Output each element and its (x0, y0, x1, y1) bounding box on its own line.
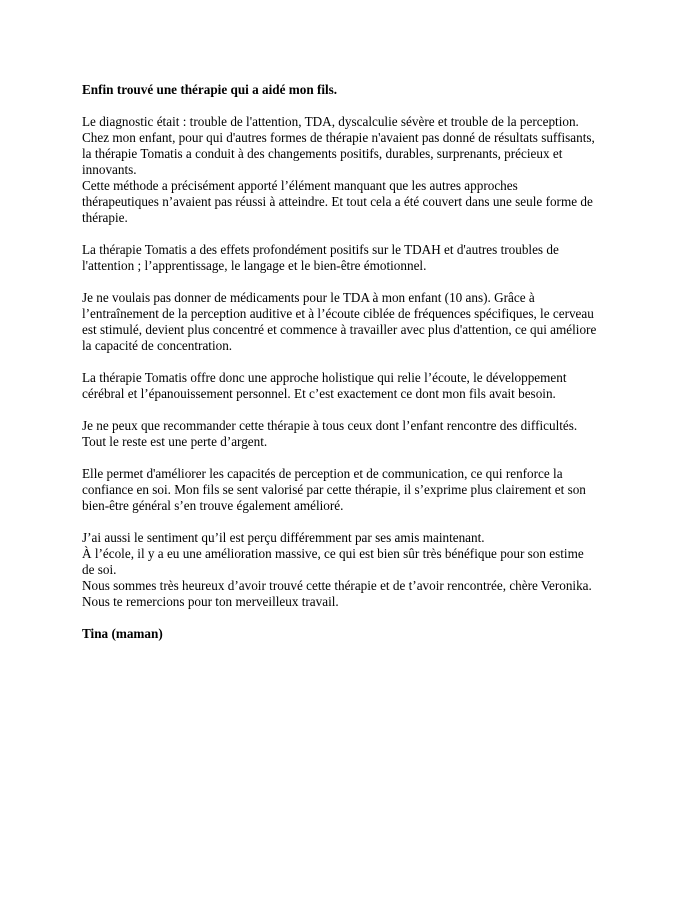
text-line: de soi. (82, 562, 117, 577)
text-line: l’entraînement de la perception auditive et à l’écoute ciblée de fréquences spécifiques, le cerveau (82, 306, 594, 321)
document-title: Enfin trouvé une thérapie qui a aidé mon fils. (82, 82, 338, 97)
text-line: la thérapie Tomatis a conduit à des changements positifs, durables, surprenants, précieux et (82, 146, 563, 161)
text-line: bien-être général s’en trouve également amélioré. (82, 498, 344, 513)
text-line: thérapie. (82, 210, 128, 225)
text-line: Nous te remercions pour ton merveilleux travail. (82, 594, 339, 609)
text-line: innovants. (82, 162, 137, 177)
text-line: Elle permet d'améliorer les capacités de perception et de communication, ce qui renforce la (82, 466, 563, 481)
paragraph (82, 466, 622, 514)
text-line: Nous sommes très heureux d’avoir trouvé cette thérapie et de t’avoir rencontrée, chère Veronika. (82, 578, 592, 593)
text-line: J’ai aussi le sentiment qu’il est perçu différemment par ses amis maintenant. (82, 530, 485, 545)
text-line: cérébral et l’épanouissement personnel. Et c’est exactement ce dont mon fils avait besoin. (82, 386, 556, 401)
text-line: l'attention ; l’apprentissage, le langage et le bien-être émotionnel. (82, 258, 427, 273)
paragraph (82, 370, 622, 402)
paragraph-container (82, 114, 622, 610)
text-line: La thérapie Tomatis offre donc une approche holistique qui relie l’écoute, le développement (82, 370, 567, 385)
text-line: Le diagnostic était : trouble de l'attention, TDA, dyscalculie sévère et trouble de la perception. (82, 114, 579, 129)
text-line: est stimulé, devient plus concentré et commence à travailler avec plus d'attention, ce qui améliore (82, 322, 597, 337)
paragraph (82, 418, 622, 450)
text-line: À l’école, il y a eu une amélioration massive, ce qui est bien sûr très bénéfique pour son estime (82, 546, 584, 561)
text-line: La thérapie Tomatis a des effets profondément positifs sur le TDAH et d'autres troubles de (82, 242, 559, 257)
text-line: confiance en soi. Mon fils se sent valorisé par cette thérapie, il s’exprime plus clairement et son (82, 482, 586, 497)
paragraph (82, 290, 622, 354)
document-body (82, 82, 622, 642)
signature: Tina (maman) (82, 626, 163, 641)
text-line: thérapeutiques n’avaient pas réussi à atteindre. Et tout cela a été couvert dans une seule forme de (82, 194, 593, 209)
paragraph (82, 242, 622, 274)
paragraph (82, 530, 622, 610)
text-line: Je ne voulais pas donner de médicaments pour le TDA à mon enfant (10 ans). Grâce à (82, 290, 535, 305)
text-line: Je ne peux que recommander cette thérapie à tous ceux dont l’enfant rencontre des difficultés. (82, 418, 578, 433)
text-line: Chez mon enfant, pour qui d'autres formes de thérapie n'avaient pas donné de résultats suffisants, (82, 130, 595, 145)
paragraph (82, 114, 622, 226)
text-line: la capacité de concentration. (82, 338, 233, 353)
text-line: Tout le reste est une perte d’argent. (82, 434, 268, 449)
text-line: Cette méthode a précisément apporté l’élément manquant que les autres approches (82, 178, 518, 193)
